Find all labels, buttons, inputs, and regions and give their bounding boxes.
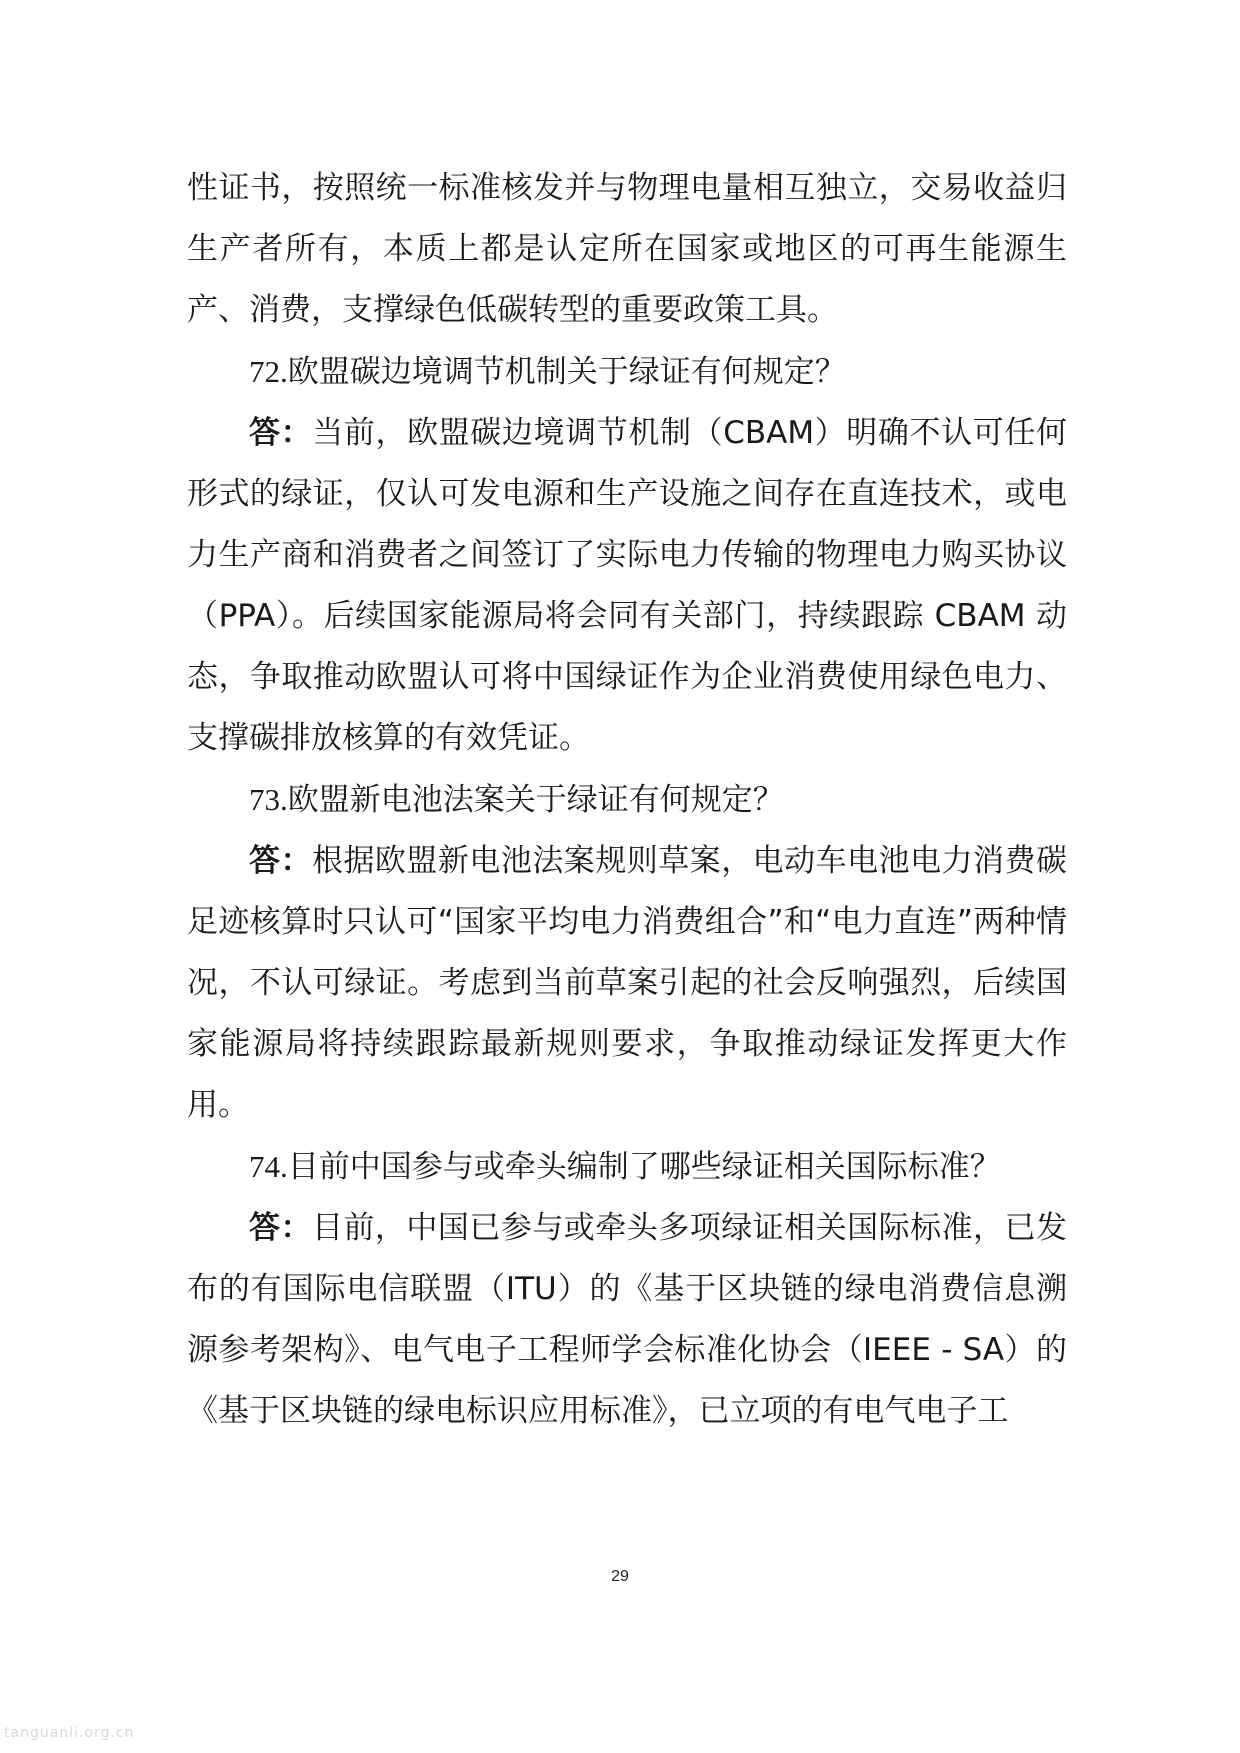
- answer-label: 答：: [249, 843, 312, 879]
- question-number: 73.: [249, 782, 288, 817]
- question-text: 欧盟碳边境调节机制关于绿证有何规定？: [287, 354, 846, 390]
- answer-text: 当前，欧盟碳边境调节机制（CBAM）明确不认可任何形式的绿证，仅认可发电源和生产设施之间存在直连技术，或电力生产商和消费者之间签订了实际电力传输的物理电力购买协议（PPA）。后续国家能源局将会同有关部门，持续跟踪 CBAM 动态，争取推动欧盟认可将中国绿证作为企业消费使用绿色电力、支撑碳排放核算的有效凭证。: [187, 415, 1067, 756]
- section-72: [187, 341, 1067, 769]
- question-73: [187, 769, 1067, 831]
- question-72: [187, 341, 1067, 403]
- answer-text: 目前，中国已参与或牵头多项绿证相关国际标准，已发布的有国际电信联盟（ITU）的《基于区块链的绿电消费信息溯源参考架构》、电气电子工程师学会标准化协会（IEEE - SA）的《基于区块链的绿电标识应用标准》，已立项的有电气电子工: [187, 1210, 1068, 1429]
- page-content: [187, 158, 1067, 1442]
- page-number: 29: [611, 1568, 629, 1585]
- question-number: 72.: [249, 354, 288, 389]
- section-74: [187, 1136, 1067, 1442]
- answer-label: 答：: [249, 1210, 312, 1246]
- section-73: [187, 769, 1067, 1136]
- answer-73: [187, 831, 1067, 1136]
- question-text: 欧盟新电池法案关于绿证有何规定？: [287, 782, 784, 818]
- intro-paragraph: 性证书，按照统一标准核发并与物理电量相互独立，交易收益归生产者所有，本质上都是认定所在国家或地区的可再生能源生产、消费，支撑绿色低碳转型的重要政策工具。: [187, 170, 1067, 328]
- answer-72: [187, 403, 1067, 769]
- answer-text: 根据欧盟新电池法案规则草案，电动车电池电力消费碳足迹核算时只认可“国家平均电力消费组合”和“电力直连”两种情况，不认可绿证。考虑到当前草案引起的社会反响强烈，后续国家能源局将持续跟踪最新规则要求，争取推动绿证发挥更大作用。: [187, 843, 1068, 1123]
- question-number: 74.: [249, 1149, 288, 1184]
- answer-label: 答：: [249, 415, 313, 451]
- question-text: 目前中国参与或牵头编制了哪些绿证相关国际标准？: [287, 1149, 1001, 1185]
- watermark: tanguanli.org.cn: [4, 1725, 135, 1741]
- answer-74: [187, 1198, 1067, 1442]
- question-74: [187, 1136, 1067, 1198]
